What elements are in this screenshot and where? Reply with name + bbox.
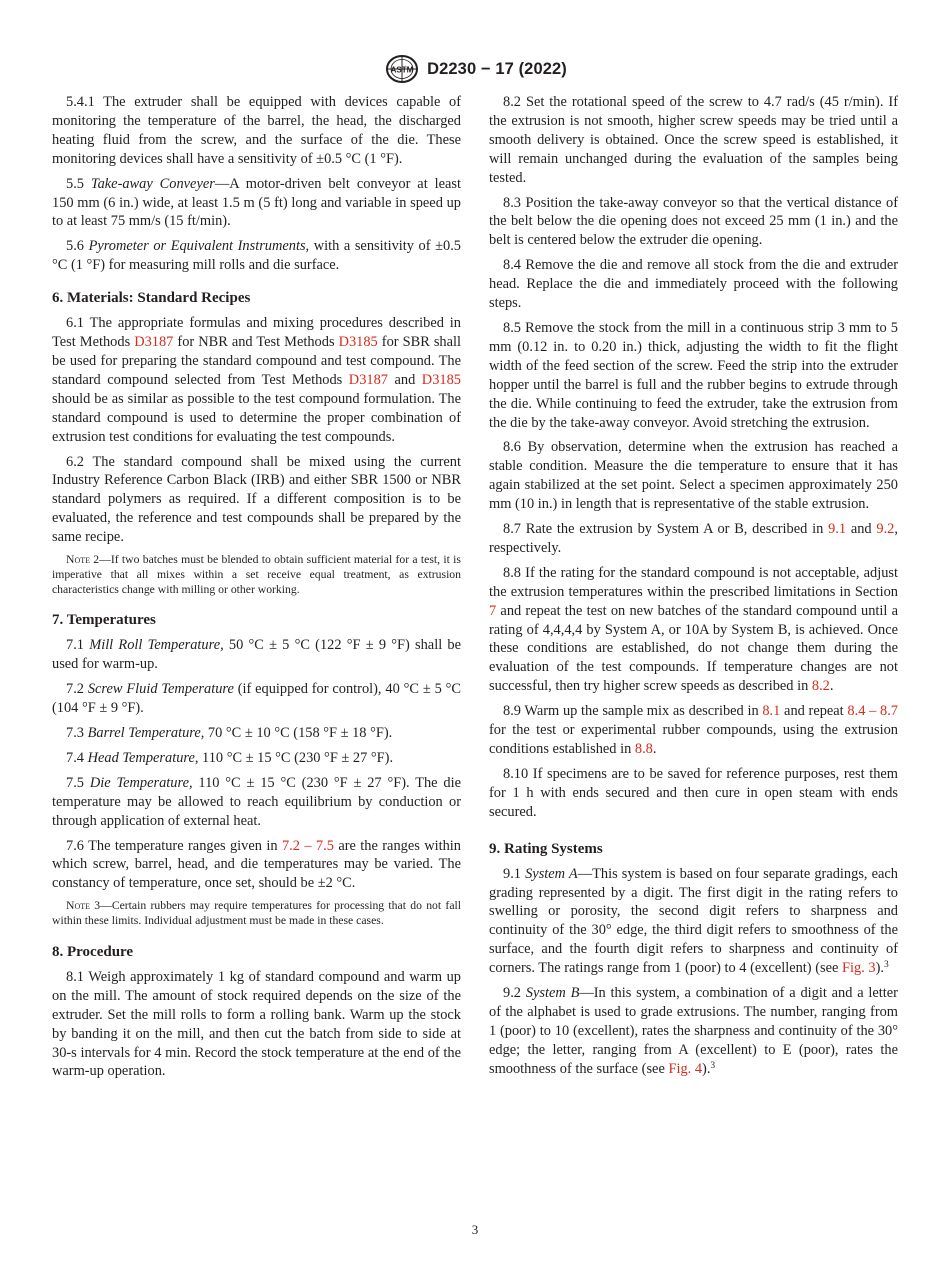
- astm-logo-icon: [383, 54, 421, 84]
- link-8-1[interactable]: 8.1: [762, 703, 781, 720]
- paragraph-text: (if equipped for control), 40 °C ± 5 °C (104 °F ± 9 °F).: [52, 681, 461, 717]
- link-9-2[interactable]: 9.2: [876, 521, 895, 538]
- paragraph-title: Mill Roll Temperature,: [89, 637, 224, 654]
- paragraph-8-3: 8.3 Position the take-away conveyor so that the vertical distance of the belt below the die opening does not exceed 25 mm (1 in.) and the belt is centered below the extruder die opening.: [489, 194, 898, 249]
- paragraph-title: System A: [525, 865, 578, 882]
- paragraph-5-6: [52, 237, 461, 275]
- link-8-2[interactable]: 8.2: [811, 678, 830, 695]
- paragraph-7-4: [52, 749, 461, 768]
- link-7-2-7-5[interactable]: 7.2 – 7.5: [281, 837, 334, 854]
- link-d3187[interactable]: D3187: [348, 371, 388, 388]
- paragraph-text: 110 °C ± 15 °C (230 °F ± 27 °F). The die temperature may be allowed to reach equilibrium by conduction or through application of external heat.: [52, 774, 461, 829]
- paragraph-number: 5.6: [66, 238, 89, 255]
- document-designation: D2230 − 17 (2022): [427, 59, 567, 78]
- paragraph-title: Take-away Conveyer: [90, 175, 215, 192]
- note-3: [52, 899, 461, 929]
- paragraph-8-2: 8.2 Set the rotational speed of the screw to 4.7 rad/s (45 r/min). If the extrusion is not smooth, higher screw speeds may be tried until a smooth delivery is obtained. Once the screw speed is established, it will remain unchanged during the evaluation of the samples being tested.: [489, 94, 898, 186]
- text-run: and: [387, 371, 422, 388]
- section-heading-8: 8. Procedure: [52, 943, 134, 960]
- section-heading-7: 7. Temperatures: [52, 612, 156, 629]
- paragraph-7-6: [52, 837, 461, 894]
- paragraph-number: 7.1: [66, 637, 90, 654]
- paragraph-text: 70 °C ± 10 °C (158 °F ± 18 °F).: [204, 725, 393, 742]
- paragraph-7-5: [52, 774, 461, 831]
- paragraph-9-1: [489, 865, 898, 978]
- text-run: and repeat: [780, 703, 848, 720]
- text-run: —This system is based on four separate gradings, each grading represented by a digit. The first digit in the rating refers to swelling or porosity, the second digit refers to sharpness and continuity of the 30° edge, the third digit refers to smoothness of the surface, and the fourth digit refers to sharpness and continuity of corners. The ratings range from 1 (poor) to 4 (excellent) (see: [489, 865, 898, 977]
- link-d3185[interactable]: D3185: [421, 371, 461, 388]
- paragraph-6-1: [52, 314, 461, 446]
- text-run: and: [846, 521, 877, 538]
- page-header: [0, 52, 950, 86]
- text-run: —In this system, a combination of a digit and a letter of the alphabet is used to grade extrusions. The number, ranging from 1 (poor) to 10 (excellent), rates the sharpness and continuity of the 30° edge; the letter, ranging from A (excellent) to E (poor), rates the smoothness of the surface (see: [489, 985, 898, 1077]
- svg-text:ASTM: ASTM: [390, 65, 414, 75]
- note-text: —If two batches must be blended to obtain sufficient material for a test, it is imperative that all mixes within a set receive equal treatment, as extrusion characteristics change with milling or other working.: [52, 553, 461, 596]
- text-run: 8.7 Rate the extrusion by System A or B, described in: [503, 521, 829, 538]
- paragraph-8-5: 8.5 Remove the stock from the mill in a continuous strip 3 mm to 5 mm (0.12 in. to 0.20 in.) thick, adjusting the width to fit the flight width of the feed section of the screw. Feed the strip into the extruder hopper until the barrel is full and the rubber begins to extrude through the die. While continuing to feed the extruder, take the extrusion from the die by the take-away conveyor. Avoid stretching the extrusion.: [489, 319, 898, 431]
- paragraph-title: Die Temperature,: [89, 774, 193, 791]
- paragraph-9-2: [489, 984, 898, 1079]
- link-8-8[interactable]: 8.8: [634, 741, 653, 757]
- paragraph-5-4-1: 5.4.1 The extruder shall be equipped with devices capable of monitoring the temperature of the barrel, the head, the discharged heating fluid from the screw, and the surface of the die. These monitoring devices shall have a sensitivity of ±0.5 °C (1 °F).: [52, 94, 461, 167]
- link-fig-3[interactable]: Fig. 3: [841, 960, 876, 977]
- text-run: are the ranges within which screw, barrel, head, and die temperatures may be varied. The constancy of temperature, once set, should be ±2 °C.: [52, 837, 462, 892]
- note-text: —Certain rubbers may require temperatures for processing that do not fall within these limits. Individual adjustment must be made in these cases.: [52, 899, 461, 928]
- text-run: ).: [875, 960, 884, 977]
- note-label: Note 3: [66, 899, 101, 913]
- paragraph-8-4: 8.4 Remove the die and remove all stock from the die and extruder head. Replace the die and immediately proceed with the following steps.: [489, 257, 898, 312]
- section-heading-9: 9. Rating Systems: [489, 840, 603, 857]
- link-8-4-8-7[interactable]: 8.4 – 8.7: [847, 703, 898, 720]
- paragraph-8-6: 8.6 By observation, determine when the extrusion has reached a stable condition. Measure the die temperature to ensure that it has again stabilized at the set point. Select a specimen approximately 250 mm (10 in.) in length that is representative of the stable extrusion.: [489, 439, 898, 513]
- paragraph-text: —A motor-driven belt conveyor at least 150 mm (6 in.) wide, at least 1.5 m (5 ft) long and variable in speed up to at least 75 mm/s (15 ft/min).: [52, 175, 461, 230]
- paragraph-8-10: 8.10 If specimens are to be saved for reference purposes, rest them for 1 h with ends secured and then cure in open steam with ends secured.: [489, 765, 898, 820]
- paragraph-title: Screw Fluid Temperature: [87, 681, 234, 698]
- paragraph-5-5: [52, 175, 461, 232]
- paragraph-number: 7.3: [66, 725, 88, 742]
- paragraph-number: 9.1: [503, 865, 526, 882]
- paragraph-text: 110 °C ± 15 °C (230 °F ± 27 °F).: [198, 749, 394, 766]
- section-heading-6: 6. Materials: Standard Recipes: [52, 290, 251, 307]
- paragraph-7-2: [52, 680, 461, 718]
- paragraph-text: 50 °C ± 5 °C (122 °F ± 9 °F) shall be used for warm-up.: [52, 637, 461, 673]
- paragraph-title: System B: [525, 985, 580, 1002]
- link-section-7[interactable]: 7: [489, 602, 497, 619]
- paragraph-8-9: [489, 702, 898, 759]
- footnote-ref: 3: [710, 1060, 716, 1071]
- paragraph-number: 7.5: [66, 774, 90, 791]
- text-run: 7.6 The temperature ranges given in: [66, 837, 282, 854]
- footnote-ref: 3: [883, 960, 889, 971]
- text-run: for the test or experimental rubber compounds, using the extrusion conditions established in: [489, 722, 898, 757]
- text-run: .: [829, 678, 834, 695]
- paragraph-7-3: [52, 724, 461, 743]
- note-2: [52, 553, 461, 597]
- text-run: 6.1 The appropriate formulas and mixing procedures described in Test Methods: [52, 315, 461, 351]
- paragraph-title: Barrel Temperature,: [87, 725, 205, 742]
- text-run: should be as similar as possible to the test compound formulation. The standard compound is used to determine the proper combination of extrusion test conditions for evaluating the test compounds.: [52, 390, 461, 445]
- paragraph-8-8: [489, 564, 898, 696]
- paragraph-7-1: [52, 636, 461, 674]
- text-run: for NBR and Test Methods: [173, 334, 339, 351]
- link-fig-4[interactable]: Fig. 4: [668, 1060, 703, 1077]
- link-d3187[interactable]: D3187: [134, 334, 174, 351]
- paragraph-number: 9.2: [503, 985, 526, 1002]
- paragraph-text: with a sensitivity of ±0.5 °C (1 °F) for measuring mill rolls and die surface.: [52, 238, 461, 274]
- text-run: , respectively.: [489, 521, 898, 556]
- text-run: 8.9 Warm up the sample mix as described in: [503, 703, 763, 720]
- note-label: Note 2: [66, 553, 100, 567]
- right-column: [489, 93, 898, 1085]
- link-9-1[interactable]: 9.1: [828, 521, 847, 538]
- paragraph-number: 5.5: [66, 175, 91, 192]
- paragraph-6-2: 6.2 The standard compound shall be mixed using the current Industry Reference Carbon Black (IRB) and either SBR 1500 or NBR standard polymers as required. If a different composition is to be evaluated, the reference and test compounds shall be prepared by the same recipe.: [52, 453, 461, 546]
- text-run: and repeat the test on new batches of the standard compound until a rating of 4,4,4,4 by System A, or 10A by System B, is achieved. Once these conditions are established, do not change them during the evaluation of the test compounds. If temperature changes are not successful, then try higher screw speeds as described in: [489, 602, 898, 695]
- text-run: 8.8 If the rating for the standard compound is not acceptable, adjust the extrusion temperatures within the prescribed limitations in Section: [489, 564, 898, 600]
- paragraph-number: 7.4: [66, 749, 88, 766]
- page-number: 3: [471, 1222, 479, 1237]
- text-run: ).: [702, 1060, 711, 1077]
- link-d3185[interactable]: D3185: [338, 334, 378, 351]
- text-run: .: [652, 741, 657, 757]
- paragraph-title: Head Temperature,: [87, 749, 199, 766]
- paragraph-number: 7.2: [66, 681, 88, 698]
- text-run: for SBR shall be used for preparing the standard compound and test compound. The standard compound selected from Test Methods: [52, 334, 462, 388]
- paragraph-8-7: [489, 520, 898, 558]
- paragraph-8-1: 8.1 Weigh approximately 1 kg of standard compound and warm up on the mill. The amount of stock required depends on the size of the extruder. Set the mill rolls to form a rolling bank. Warm up the stock by banding it on the mill, and then cut the batch from side to side at 30-s intervals for 4 min. Record the stock temperature at the end of the warm-up operation.: [52, 968, 461, 1080]
- left-column: [52, 93, 461, 1087]
- paragraph-title: Pyrometer or Equivalent Instruments,: [88, 238, 310, 255]
